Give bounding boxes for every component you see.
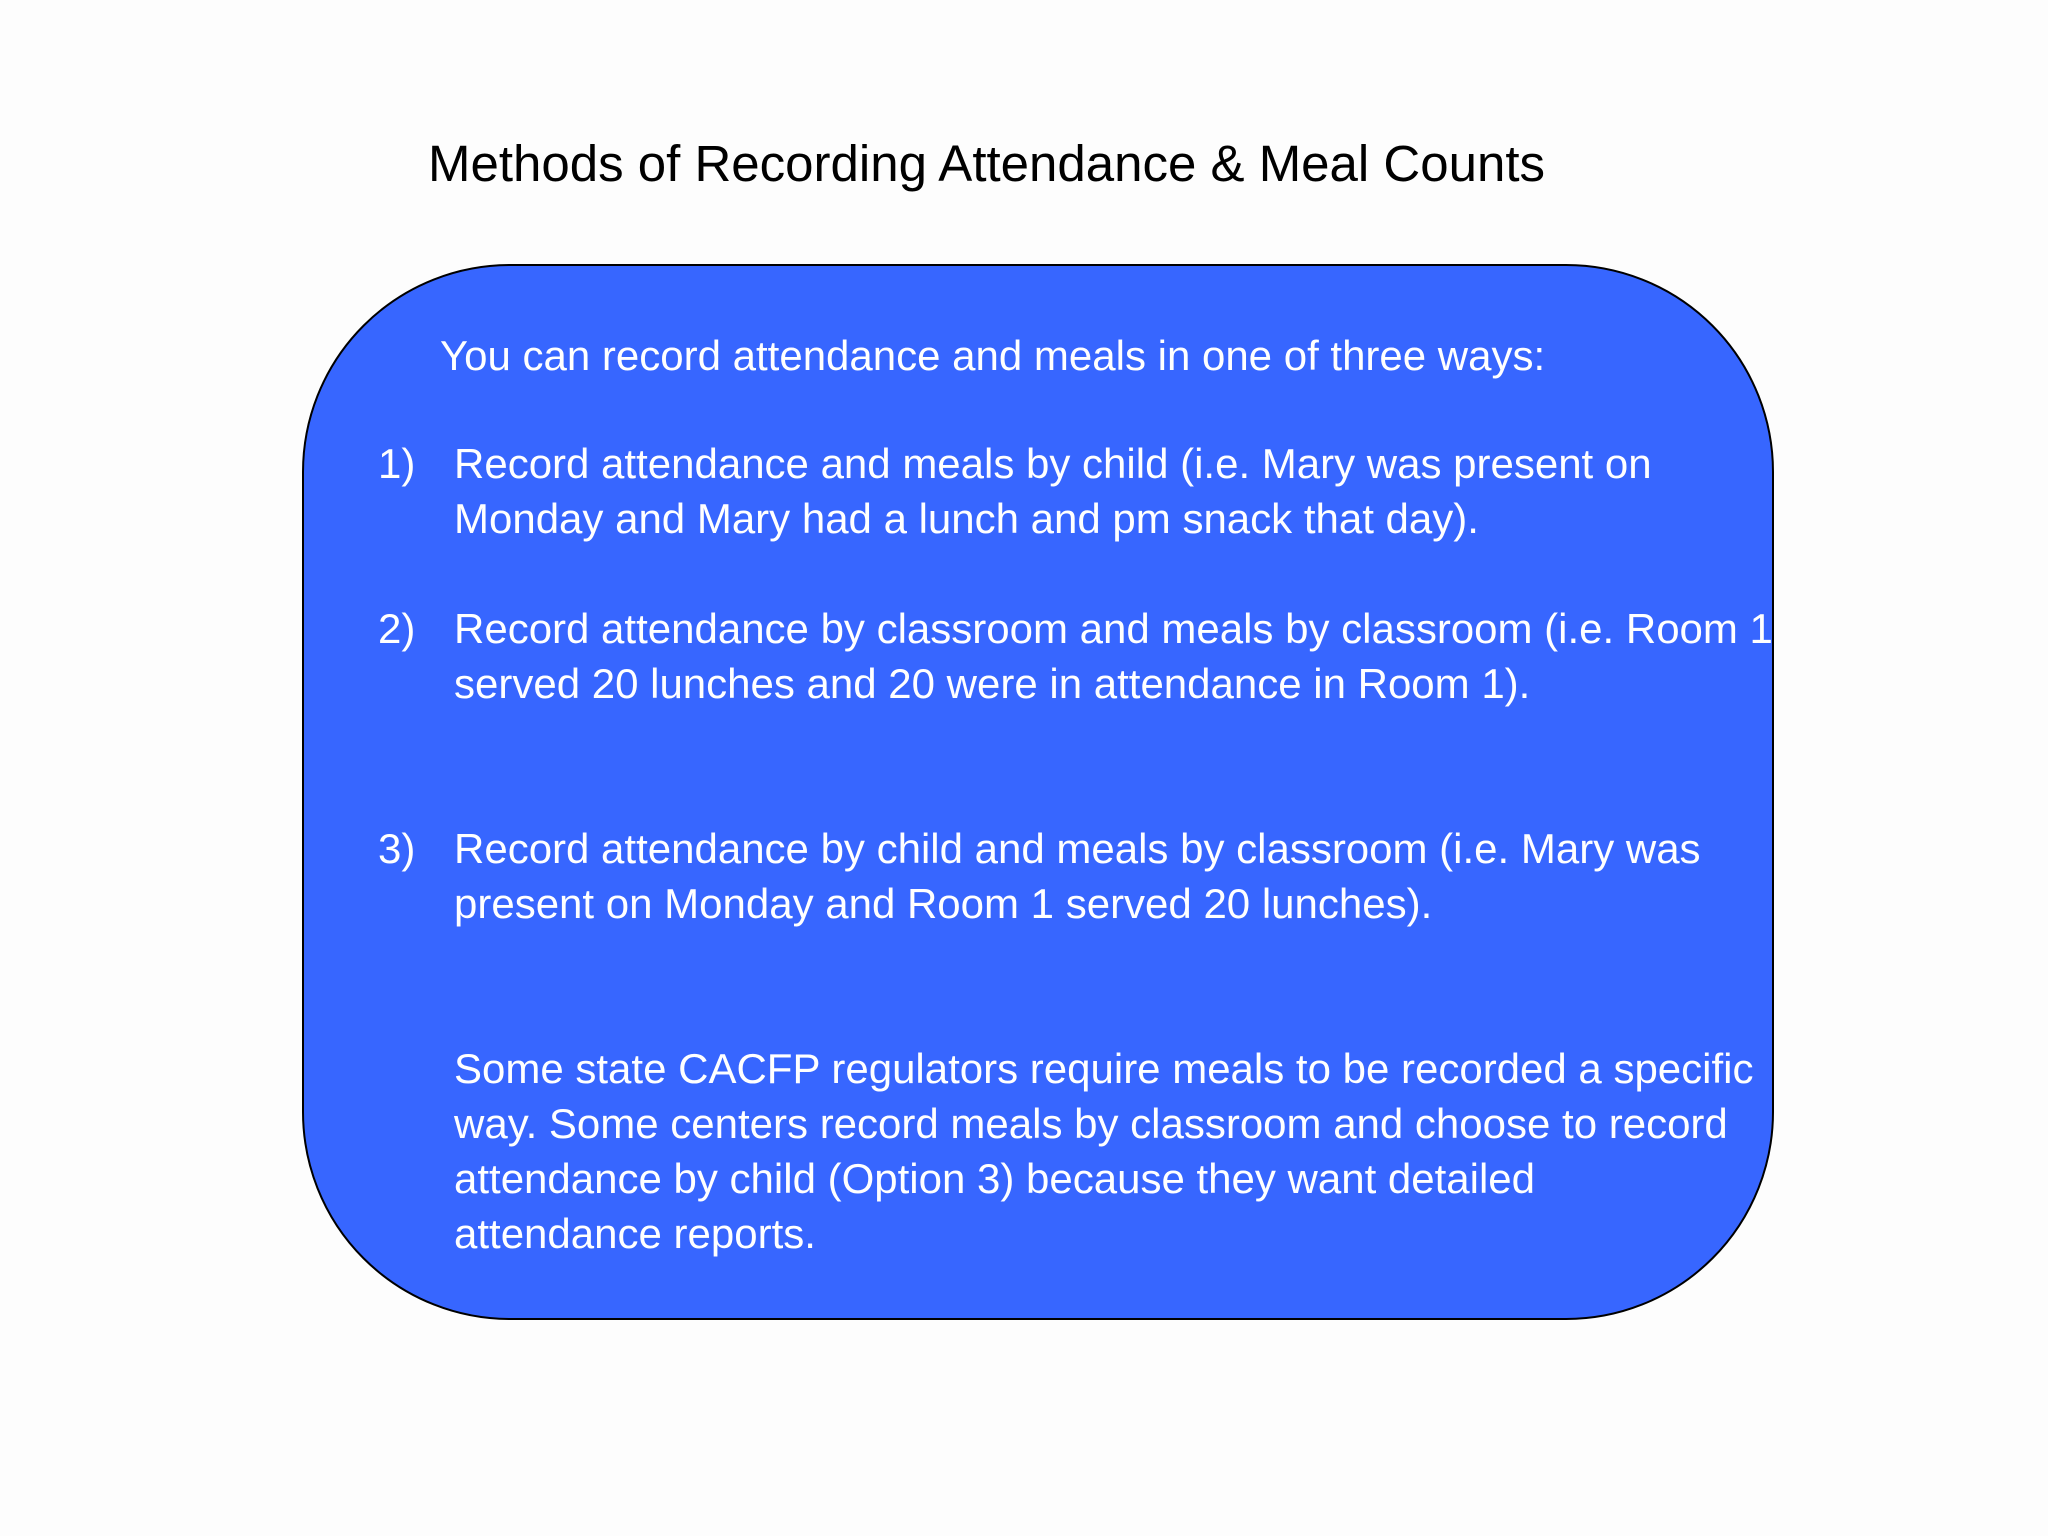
- list-item-text: Record attendance by classroom and meals by classroom (i.e. Room 1 served 20 lunches and 20 were in attendance in Room 1).: [454, 605, 1773, 707]
- closing-paragraph: Some state CACFP regulators require meals to be recorded a specific way. Some centers record meals by classroom and choose to record attendance by child (Option 3) because they want detailed attendance reports.: [454, 1045, 1754, 1257]
- intro-text: You can record attendance and meals in one of three ways:: [440, 332, 1546, 379]
- content-box-text: [304, 266, 1772, 1318]
- list-item-number: 3): [378, 825, 416, 872]
- content-box: [302, 264, 1774, 1320]
- list-item-number: 1): [378, 440, 416, 487]
- list-item-text: Record attendance and meals by child (i.e. Mary was present on Monday and Mary had a lunch and pm snack that day).: [454, 440, 1652, 542]
- slide-title: Methods of Recording Attendance & Meal Counts: [428, 135, 1545, 192]
- list-item-number: 2): [378, 605, 416, 652]
- list-item-text: Record attendance by child and meals by classroom (i.e. Mary was present on Monday and Room 1 served 20 lunches).: [454, 825, 1701, 927]
